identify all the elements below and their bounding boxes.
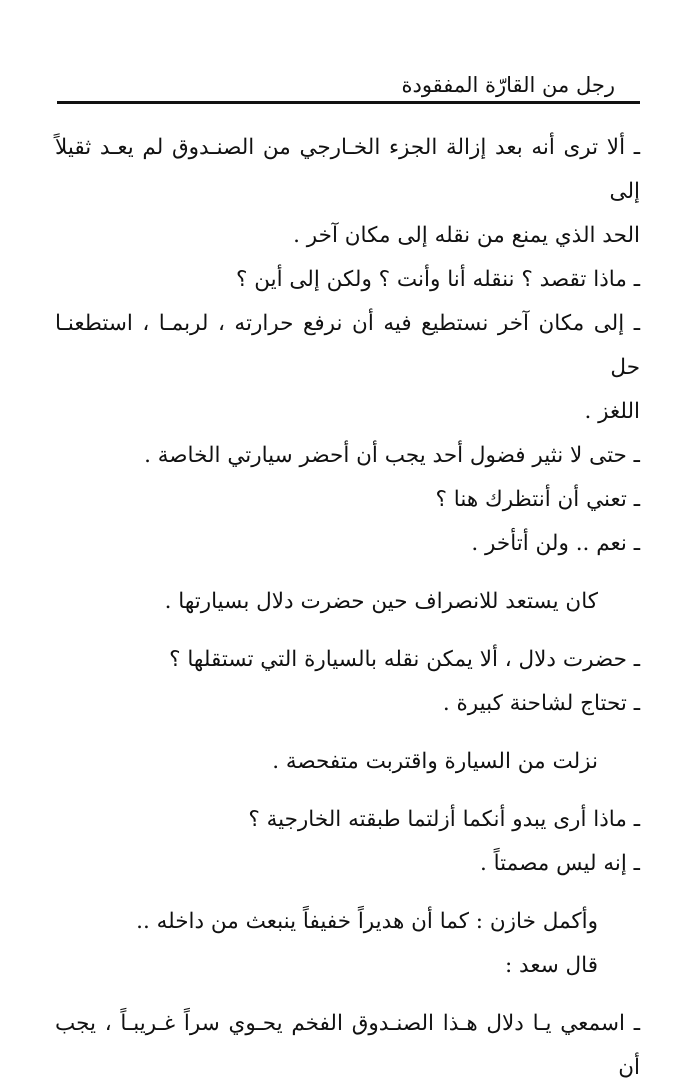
paragraph-line: ـ إلى مكان آخر نستطيع فيه أن نرفع حرارته ، لربمـا ، استطعنـا حل xyxy=(55,311,640,380)
running-header-title: رجل من القارّة المفقودة xyxy=(401,73,615,97)
dialogue-line: ـ حضرت دلال ، ألا يمكن نقله بالسيارة التي تستقلها ؟ xyxy=(169,647,640,672)
dialogue-line: ـ تعني أن أنتظرك هنا ؟ xyxy=(435,487,640,512)
narration-line: قال سعد : xyxy=(504,953,598,978)
dialogue-line: ـ حتى لا نثير فضول أحد يجب أن أحضر سيارتي الخاصة . xyxy=(144,443,640,468)
body-text xyxy=(55,126,640,1090)
dialogue-line: ـ إنه ليس مصمتاً . xyxy=(479,851,640,876)
header-rule xyxy=(57,101,640,104)
narration-line: كان يستعد للانصراف حين حضرت دلال بسيارتها . xyxy=(164,589,598,614)
paragraph-line: ـ ألا ترى أنه بعد إزالة الجزء الخـارجي من الصنـدوق لم يعـد ثقيلاً إلى xyxy=(55,135,640,204)
paragraph-line: الحد الذي يمنع من نقله إلى مكان آخر . xyxy=(293,223,640,248)
dialogue-line: ـ تحتاج لشاحنة كبيرة . xyxy=(442,691,640,716)
dialogue-line: ـ اسمعي يـا دلال هـذا الصنـدوق الفخم يحـوي سراً غـريبـاً ، يجب أن xyxy=(55,1011,640,1080)
narration-line: نزلت من السيارة واقتربت متفحصة . xyxy=(272,749,598,774)
dialogue-line: ـ ماذا أرى يبدو أنكما أزلتما طبقته الخارجية ؟ xyxy=(248,807,640,832)
dialogue-line: ـ ماذا تقصد ؟ ننقله أنا وأنت ؟ ولكن إلى أين ؟ xyxy=(235,267,640,292)
paragraph-line: اللغز . xyxy=(584,399,640,424)
narration-line: وأكمل خازن : كما أن هديراً خفيفاً ينبعث من داخله .. xyxy=(136,909,598,934)
dialogue-line: ـ نعم .. ولن أتأخر . xyxy=(471,531,640,556)
